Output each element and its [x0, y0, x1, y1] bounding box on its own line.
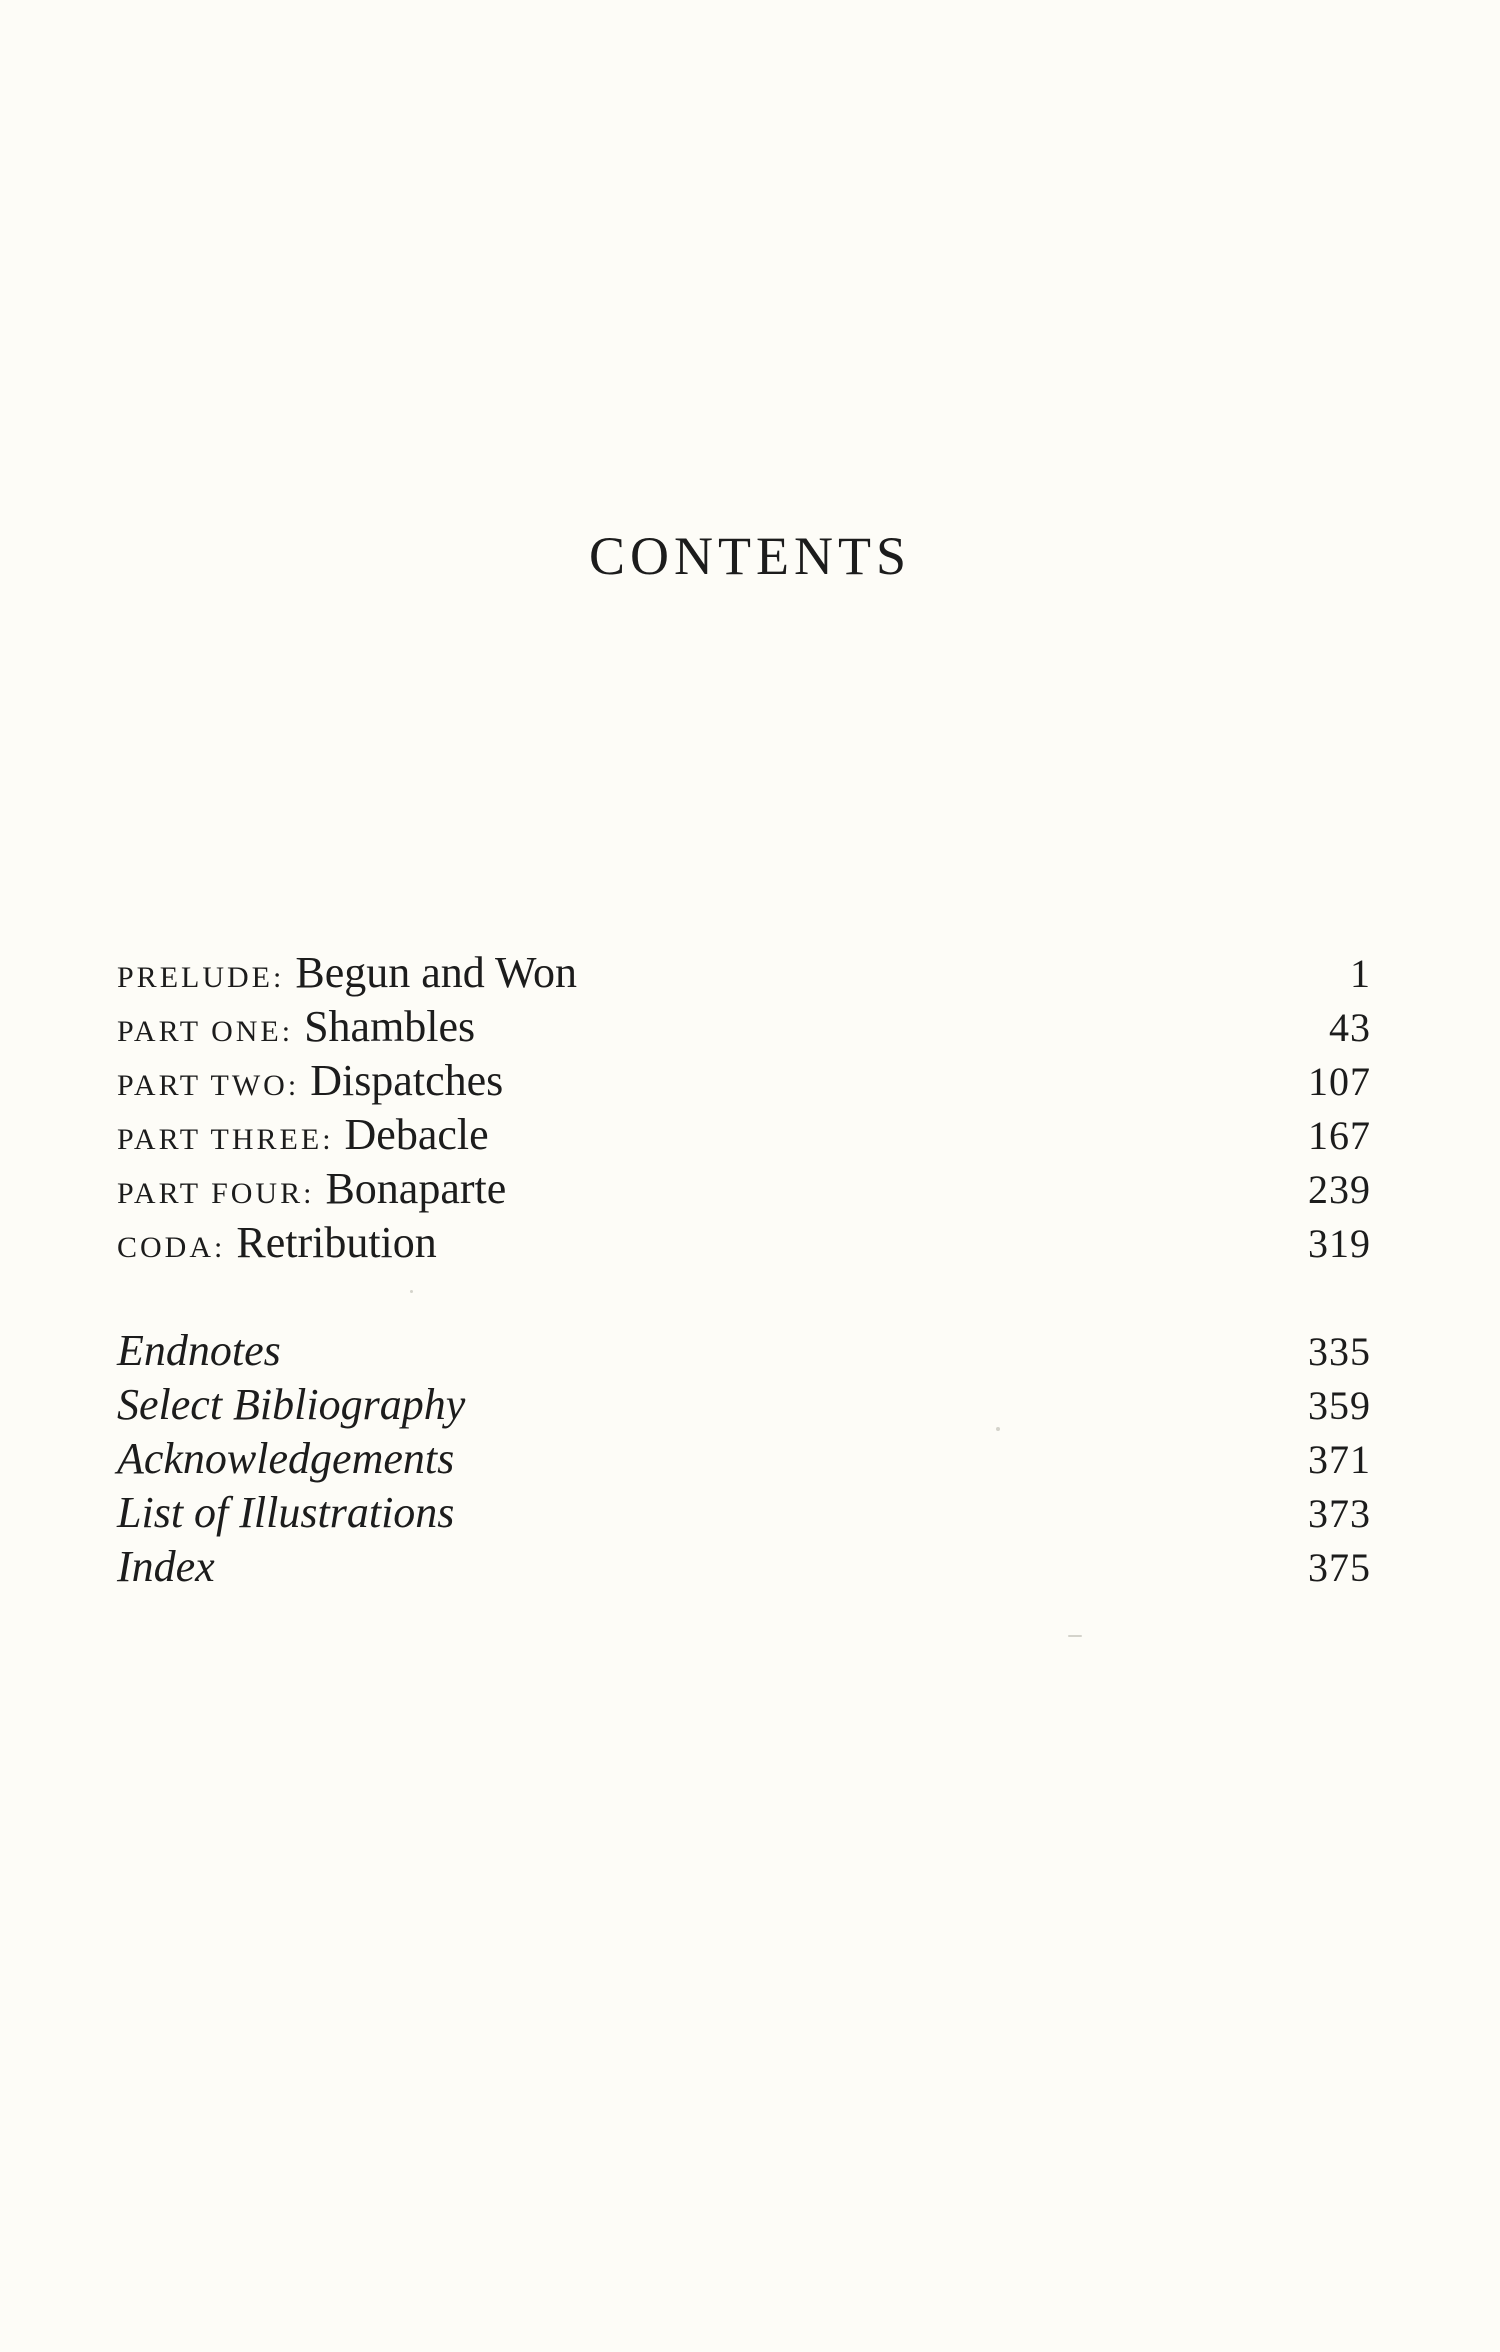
- contents-heading: CONTENTS: [589, 526, 911, 586]
- toc-entry-prelude: [117, 946, 1371, 1000]
- toc-entry-index: [117, 1540, 1371, 1594]
- entry-prefix: PART THREE:: [117, 1123, 334, 1156]
- entry-label: [117, 1054, 503, 1113]
- paper-speck: [996, 1427, 1000, 1431]
- entry-label: [117, 946, 577, 1005]
- entry-label: [117, 1108, 489, 1167]
- entry-page-number: 359: [1308, 1383, 1371, 1428]
- entry-prefix: PRELUDE:: [117, 961, 285, 994]
- entry-page-number: 319: [1308, 1221, 1371, 1266]
- toc-entry-part-four: [117, 1162, 1371, 1216]
- back-matter-list: [117, 1324, 1371, 1594]
- toc-entry-illustrations: [117, 1486, 1371, 1540]
- entry-title: Retribution: [236, 1218, 437, 1267]
- toc-entry-part-one: [117, 1000, 1371, 1054]
- entry-title: Dispatches: [310, 1056, 504, 1105]
- entry-page-number: 375: [1308, 1545, 1371, 1590]
- entry-page-number: 167: [1308, 1113, 1371, 1158]
- entry-label: [117, 1216, 437, 1275]
- paper-speck: [410, 1290, 413, 1293]
- parts-list: [117, 946, 1371, 1270]
- entry-page-number: 239: [1308, 1167, 1371, 1212]
- entry-prefix: CODA:: [117, 1231, 226, 1264]
- paper-speck: [1068, 1635, 1082, 1637]
- entry-title: List of Illustrations: [117, 1488, 455, 1537]
- entry-title: Select Bibliography: [117, 1380, 466, 1429]
- entry-prefix: PART TWO:: [117, 1069, 300, 1102]
- entry-title: Acknowledgements: [117, 1434, 455, 1483]
- toc-entry-part-two: [117, 1054, 1371, 1108]
- toc-entry-acknowledgements: [117, 1432, 1371, 1486]
- entry-page-number: 107: [1308, 1059, 1371, 1104]
- entry-title: Debacle: [344, 1110, 489, 1159]
- entry-label: [117, 1162, 506, 1221]
- entry-title: Shambles: [304, 1002, 476, 1051]
- entry-label: [117, 1000, 475, 1059]
- entry-page-number: 371: [1308, 1437, 1371, 1482]
- entry-page-number: 1: [1350, 951, 1371, 996]
- entry-prefix: PART ONE:: [117, 1015, 294, 1048]
- entry-page-number: 335: [1308, 1329, 1371, 1374]
- entry-prefix: PART FOUR:: [117, 1177, 315, 1210]
- toc-entry-endnotes: [117, 1324, 1371, 1378]
- toc-entry-coda: [117, 1216, 1371, 1270]
- entry-page-number: 43: [1329, 1005, 1371, 1050]
- toc-entry-bibliography: [117, 1378, 1371, 1432]
- toc-entry-part-three: [117, 1108, 1371, 1162]
- entry-title: Index: [117, 1542, 215, 1591]
- entry-page-number: 373: [1308, 1491, 1371, 1536]
- entry-title: Bonaparte: [325, 1164, 507, 1213]
- entry-title: Begun and Won: [295, 948, 577, 997]
- entry-title: Endnotes: [117, 1326, 281, 1375]
